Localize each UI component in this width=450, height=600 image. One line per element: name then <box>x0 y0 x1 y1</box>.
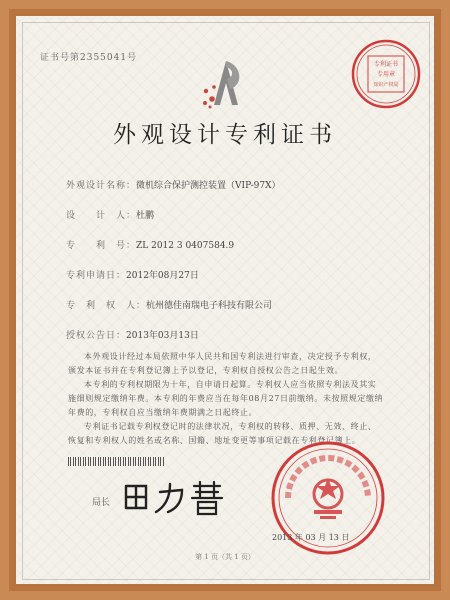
field-value: 2013年03月13日 <box>126 331 199 341</box>
field-value: 杭州德佳南瑞电子科技有限公司 <box>146 301 273 311</box>
svg-text:专用章: 专用章 <box>376 71 396 78</box>
field-value: 杜鹏 <box>136 211 155 221</box>
field-label: 授权公告日： <box>66 331 127 341</box>
field-label: 外观设计名称： <box>66 181 137 191</box>
field-patentee <box>66 298 272 311</box>
field-designer <box>66 208 154 221</box>
seal-top-stamp <box>350 38 422 110</box>
field-label: 专 利 权 人： <box>66 301 147 311</box>
field-label: 专 利 号： <box>66 241 137 251</box>
body-paragraph: 专利证书记载专利权登记时的法律状况，专利权的转移、质押、无效、终止、恢复和专利权人的姓名或名称、国籍、地址变更等事项记载在专利登记簿上。 <box>68 422 377 445</box>
svg-text:专利证书: 专利证书 <box>373 61 399 68</box>
field-design-name <box>66 178 281 191</box>
field-value: 微机综合保护测控装置（VIP-97X） <box>136 181 281 191</box>
field-grant-date <box>66 328 199 341</box>
field-label: 专利申请日： <box>66 271 127 281</box>
svg-text:知识产权局: 知识产权局 <box>373 82 399 88</box>
field-value: 2012年08月27日 <box>126 271 199 281</box>
field-application-date <box>66 268 199 281</box>
field-patent-number <box>66 238 234 251</box>
body-paragraph: 本专利的专利权期限为十年，自申请日起算。专利权人应当依照专利法及其实施细则规定缴纳年费。本专利的年费应当在每年08月27日前缴纳。未按照规定缴纳年费的，专利权自应当缴纳年费期满之日起终止。 <box>68 380 384 417</box>
director-label: 局长 <box>92 498 111 508</box>
page-number: 第 1 页（共 1 页） <box>195 553 255 561</box>
patent-office-logo-icon <box>196 55 256 115</box>
certificate-number: 证书号第2355041号 <box>40 53 138 63</box>
certificate-title: 外观设计专利证书 <box>113 122 337 148</box>
field-label: 设 计 人： <box>66 211 137 221</box>
certificate-body <box>68 350 384 448</box>
seal-date: 2013 年 03 月 13 日 <box>272 533 350 542</box>
director-signature <box>120 478 230 518</box>
body-paragraph: 本外观设计经过本局依照中华人民共和国专利法进行审查，决定授予专利权，颁发本证书并在专利登记簿上予以登记，专利权自授权公告之日起生效。 <box>68 352 377 375</box>
field-value: ZL 2012 3 0407584.9 <box>136 241 235 251</box>
barcode <box>68 457 164 466</box>
